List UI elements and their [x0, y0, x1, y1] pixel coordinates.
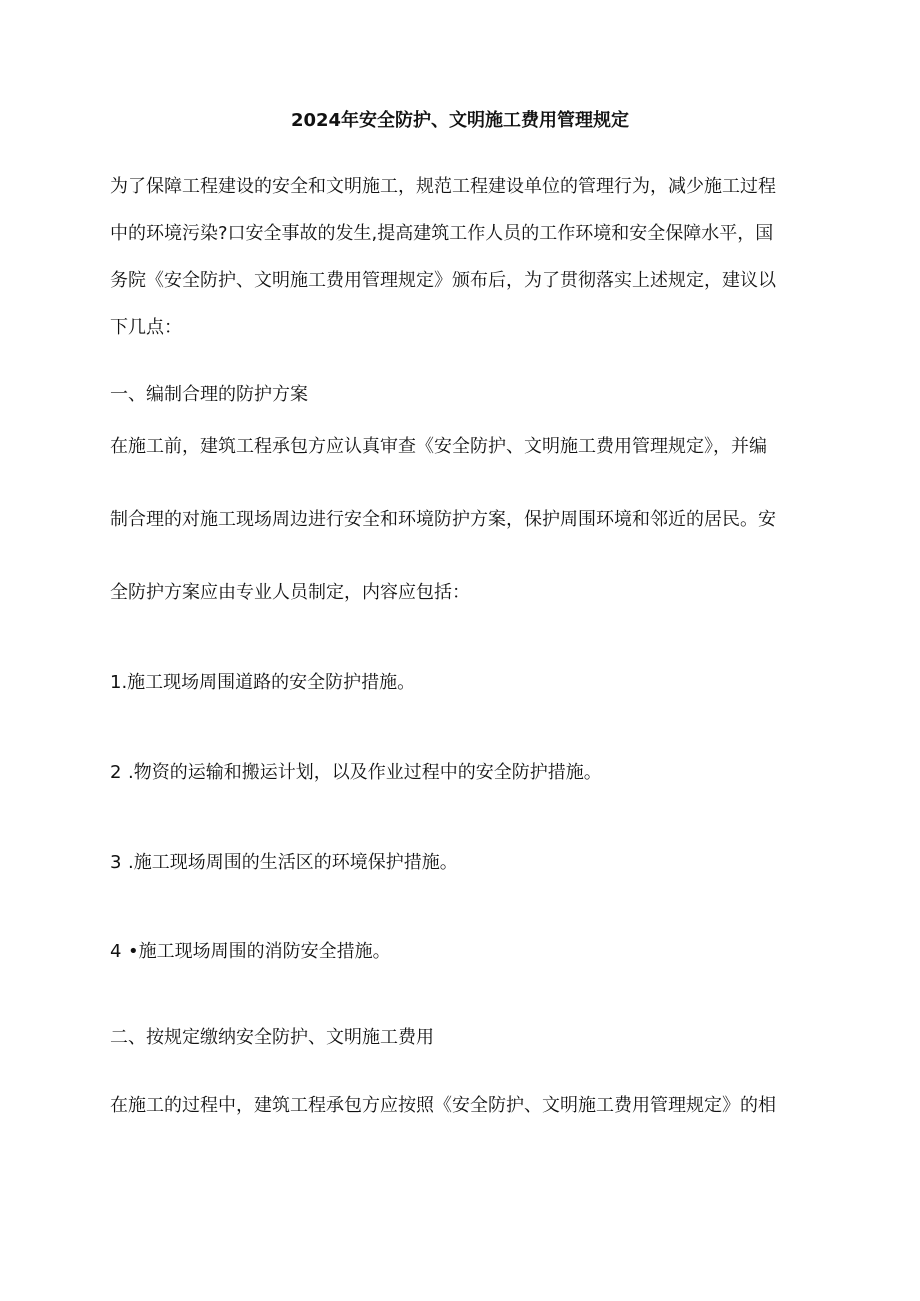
list-item-3-number: 3: [110, 852, 122, 873]
intro-line-3: 务院《安全防护、文明施工费用管理规定》颁布后，为了贯彻落实上述规定，建议以: [110, 270, 776, 291]
document-title: 2024年安全防护、文明施工费用管理规定: [290, 110, 630, 131]
list-item-3: [110, 850, 810, 876]
intro-line-1: 为了保障工程建设的安全和文明施工，规范工程建设单位的管理行为，减少施工过程: [110, 176, 776, 197]
section-1-line-3: 全防护方案应由专业人员制定，内容应包括：: [110, 582, 470, 603]
list-item-1: [110, 670, 810, 696]
section-2-line-1: 在施工的过程中，建筑工程承包方应按照《安全防护、文明施工费用管理规定》的相: [110, 1095, 776, 1116]
section-1-heading: 一、编制合理的防护方案: [110, 384, 308, 405]
section-2-heading: 二、按规定缴纳安全防护、文明施工费用: [110, 1027, 434, 1048]
list-item-4-number: 4: [110, 941, 122, 962]
list-item-1-text: 1.施工现场周围道路的安全防护措施。: [110, 672, 416, 693]
list-item-2-number: 2: [110, 762, 122, 783]
list-item-2-text: .物资的运输和搬运计划，以及作业过程中的安全防护措施。: [128, 762, 602, 783]
intro-line-2: 中的环境污染?口安全事故的发生,提高建筑工作人员的工作环境和安全保障水平，国: [110, 223, 774, 244]
section-1-line-1: 在施工前，建筑工程承包方应认真审查《安全防护、文明施工费用管理规定》，并编: [110, 436, 767, 457]
list-item-2: [110, 760, 810, 786]
list-item-3-text: .施工现场周围的生活区的环境保护措施。: [128, 852, 458, 873]
section-1-line-2: 制合理的对施工现场周边进行安全和环境防护方案，保护周围环境和邻近的居民。安: [110, 509, 776, 530]
list-item-4-text: •施工现场周围的消防安全措施。: [128, 941, 391, 962]
intro-line-4: 下几点：: [110, 317, 182, 338]
list-item-4: [110, 939, 810, 965]
